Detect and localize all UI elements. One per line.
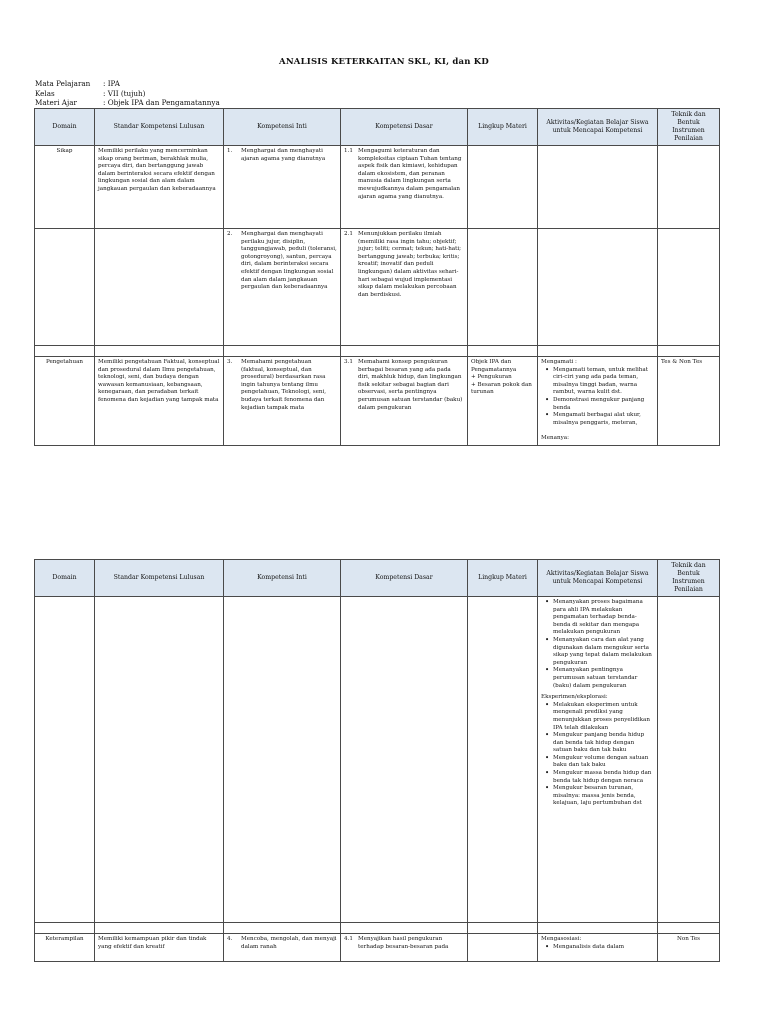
meta-value: : VII (tujuh) bbox=[103, 88, 146, 98]
cell-skl: Memiliki perilaku yang mencerminkan sikap orang beriman, berakhlak mulia, percaya diri, dan bertanggung jawab dalam berinteraksi secara efektif dengan lingkungan sosial dan alam dalam jangkauan pergaulan dan keberadaannya bbox=[95, 146, 224, 229]
cell-ki bbox=[224, 597, 341, 923]
cell-lingkup bbox=[468, 934, 538, 962]
analysis-table-2 bbox=[34, 559, 720, 962]
header-lingkup: Lingkup Materi bbox=[468, 109, 538, 146]
header-lingkup: Lingkup Materi bbox=[468, 560, 538, 597]
spacer-cell bbox=[224, 346, 341, 357]
spacer-cell bbox=[538, 346, 658, 357]
cell-ki bbox=[224, 229, 341, 346]
cell-teknik bbox=[658, 229, 720, 346]
meta-value: : Objek IPA dan Pengamatannya bbox=[103, 98, 220, 107]
table-header-row bbox=[35, 109, 720, 146]
header-aktivitas: Aktivitas/Kegiatan Belajar Siswa untuk Mencapai Kompetensi bbox=[538, 560, 658, 597]
header-teknik: Teknik dan Bentuk Instrumen Penilaian bbox=[658, 109, 720, 146]
cell-skl bbox=[95, 597, 224, 923]
meta-material bbox=[35, 98, 220, 108]
list-item: • Menanyakan cara dan alat yang digunakan dalam mengukur serta sikap yang tepat dalam melakukan pengukuran bbox=[553, 637, 654, 667]
meta-class bbox=[35, 89, 220, 99]
cell-ki bbox=[224, 357, 341, 446]
gap bbox=[541, 427, 654, 435]
document-meta bbox=[35, 79, 220, 108]
eksperimen-label: Eksperimen/eksplorasi: bbox=[541, 694, 608, 701]
list-item: • Mengukur massa benda hidup dan benda tak hidup dengan neraca bbox=[553, 770, 654, 785]
menanya-label: Menanya: bbox=[541, 435, 569, 442]
cell-aktivitas bbox=[538, 146, 658, 229]
meta-subject bbox=[35, 79, 220, 89]
list-item: • Melakukan eksperimen untuk mengenali prediksi yang menunjukkan proses penyelidikan IPA telah dilakukan bbox=[553, 702, 654, 732]
cell-kd bbox=[341, 357, 468, 446]
lingkup-text: Besaran pokok dan turunan bbox=[471, 381, 532, 396]
cell-teknik bbox=[658, 146, 720, 229]
header-domain: Domain bbox=[35, 109, 95, 146]
page-title: ANALISIS KETERKAITAN SKL, KI, dan KD bbox=[279, 57, 489, 67]
spacer-cell bbox=[538, 923, 658, 934]
header-skl: Standar Kompetensi Lulusan bbox=[95, 109, 224, 146]
spacer-cell bbox=[341, 923, 468, 934]
cell-teknik bbox=[658, 597, 720, 923]
list-item: • Mengukur panjang benda hidup dan benda tak hidup dengan satuan baku dan tak baku bbox=[553, 732, 654, 755]
header-kd: Kompetensi Dasar bbox=[341, 109, 468, 146]
cell-teknik: Tes & Non Tes bbox=[658, 357, 720, 446]
kd-number: 4.1 bbox=[344, 936, 353, 942]
meta-label: Mata Pelajaran bbox=[35, 79, 91, 88]
cell-kd bbox=[341, 934, 468, 962]
kd-text: Memahami konsep pengukuran berbagai besaran yang ada pada diri, makhluk hidup, dan lingkungan fisik sekitar sebagai bagian dari observasi, serta pentingnya perumusan satuan terstandar (baku) dalam pengukuran bbox=[358, 359, 463, 411]
list-item: • Mengukur besaran turunan, misalnya: massa jenis benda, kelajuan, laju pertumbuhan dst bbox=[553, 785, 654, 808]
mengamati-label: Mengamati : bbox=[541, 359, 577, 365]
spacer-cell bbox=[95, 346, 224, 357]
kd-number: 2.1 bbox=[344, 231, 353, 237]
spacer-cell bbox=[95, 923, 224, 934]
spacer-cell bbox=[35, 923, 95, 934]
lingkup-item: + Pengukuran bbox=[471, 374, 512, 381]
kd-number: 3.1 bbox=[344, 359, 353, 365]
spacer-row bbox=[35, 923, 720, 934]
cell-kd bbox=[341, 597, 468, 923]
lingkup-item: Objek IPA dan Pengamatannya bbox=[471, 359, 517, 373]
spacer-cell bbox=[35, 346, 95, 357]
mengasosiasi-label: Mengasosiasi: bbox=[541, 936, 582, 942]
mengasosiasi-list bbox=[541, 944, 654, 952]
cell-lingkup bbox=[468, 597, 538, 923]
cell-ki bbox=[224, 146, 341, 229]
cell-aktivitas bbox=[538, 357, 658, 446]
kd-number: 1.1 bbox=[344, 148, 353, 154]
lingkup-text: Pengukuran bbox=[477, 374, 512, 381]
cell-skl: Memiliki pengetahuan Faktual, konseptual dan prosedural dalam Ilmu pengetahuan, teknologi, seni, dan budaya dengan wawasan kemanusiaan, kebangsaan, kenegaraan, dan peradaban terkait fenomena dan kejadian yang tampak mata bbox=[95, 357, 224, 446]
header-skl: Standar Kompetensi Lulusan bbox=[95, 560, 224, 597]
cell-domain bbox=[35, 597, 95, 923]
ki-text: Menghargai dan menghayati perilaku jujur, disiplin, tanggungjawab, peduli (toleransi, gotongroyong), santun, percaya diri, dalam berinteraksi secara efektif dengan lingkungan sosial dan alam dalam jangkauan pergaulan dan keberadaannya bbox=[241, 231, 337, 291]
spacer-cell bbox=[224, 923, 341, 934]
cell-kd bbox=[341, 229, 468, 346]
table-row-sikap-2 bbox=[35, 229, 720, 346]
spacer-cell bbox=[468, 923, 538, 934]
table-row-pengetahuan bbox=[35, 357, 720, 446]
header-aktivitas: Aktivitas/Kegiatan Belajar Siswa untuk Mencapai Kompetensi bbox=[538, 109, 658, 146]
ki-text: Memahami pengetahuan (faktual, konseptual, dan prosedural) berdasarkan rasa ingin tahunya tentang ilmu pengetahuan, Teknologi, seni, budaya terkait fenomena dan kejadian tampak mata bbox=[241, 359, 327, 411]
header-teknik: Teknik dan Bentuk Instrumen Penilaian bbox=[658, 560, 720, 597]
table-header-row bbox=[35, 560, 720, 597]
cell-skl bbox=[95, 229, 224, 346]
analysis-table-1 bbox=[34, 108, 720, 446]
cell-teknik: Non Tes bbox=[658, 934, 720, 962]
cell-domain bbox=[35, 229, 95, 346]
table-row-sikap-1 bbox=[35, 146, 720, 229]
cell-domain: Keterampilan bbox=[35, 934, 95, 962]
meta-label: Kelas bbox=[35, 88, 55, 98]
mengamati-list bbox=[541, 367, 654, 428]
cell-aktivitas bbox=[538, 229, 658, 346]
ki-number: 3. bbox=[227, 359, 233, 365]
kd-text: Menunjukkan perilaku ilmiah (memiliki rasa ingin tahu; objektif; jujur; teliti; cermat; tekun; hati-hati; bertanggung jawab; terbuka; kritis; kreatif; inovatif dan peduli lingkungan) dalam aktivitas sehari-hari sebagai wujud implementasi sikap dalam melakukan percobaan dan berdiskusi. bbox=[358, 231, 462, 298]
ki-number: 2. bbox=[227, 231, 233, 237]
list-item: • Demonstrasi mengukur panjang benda bbox=[553, 397, 654, 412]
cell-domain: Sikap bbox=[35, 146, 95, 229]
list-item: • Mengamati berbagai alat ukur, misalnya penggaris, meteran, bbox=[553, 412, 654, 427]
meta-value: : IPA bbox=[103, 79, 120, 88]
kd-text: Mengagumi keteraturan dan kompleksitas ciptaan Tuhan tentang aspek fisik dan kimiawi, kehidupan dalam ekosistem, dan peranan manusia dalam lingkungan serta mewujudkannya dalam pengamalan ajaran agama yang dianutnya. bbox=[358, 148, 462, 200]
table-row-keterampilan bbox=[35, 934, 720, 962]
spacer-row bbox=[35, 346, 720, 357]
menanya-list bbox=[541, 599, 654, 690]
cell-lingkup bbox=[468, 357, 538, 446]
eksperimen-list bbox=[541, 702, 654, 808]
spacer-cell bbox=[658, 346, 720, 357]
ki-number: 4. bbox=[227, 936, 233, 942]
cell-kd bbox=[341, 146, 468, 229]
list-item: • Menanyakan pentingnya perumusan satuan terstandar (baku) dalam pengukuran bbox=[553, 667, 654, 690]
cell-skl: Memiliki kemampuan pikir dan tindak yang efektif dan kreatif bbox=[95, 934, 224, 962]
cell-ki bbox=[224, 934, 341, 962]
header-domain: Domain bbox=[35, 560, 95, 597]
cell-domain: Pengetahuan bbox=[35, 357, 95, 446]
meta-label: Materi Ajar bbox=[35, 98, 77, 107]
header-kd: Kompetensi Dasar bbox=[341, 560, 468, 597]
list-item: • Menganalisis data dalam bbox=[553, 944, 654, 952]
ki-number: 1. bbox=[227, 148, 233, 154]
lingkup-item: + Besaran pokok dan turunan bbox=[471, 381, 532, 396]
ki-text: Mencoba, mengolah, dan menyaji dalam ranah bbox=[241, 936, 337, 950]
cell-aktivitas bbox=[538, 597, 658, 923]
spacer-cell bbox=[468, 346, 538, 357]
spacer-cell bbox=[658, 923, 720, 934]
list-item: • Menanyakan proses bagaimana para ahli IPA melakukan pengamatan terhadap benda-benda di sekitar dan mengapa melakukan pengukuran bbox=[553, 599, 654, 637]
header-ki: Kompetensi Inti bbox=[224, 560, 341, 597]
header-ki: Kompetensi Inti bbox=[224, 109, 341, 146]
spacer-cell bbox=[341, 346, 468, 357]
cell-aktivitas bbox=[538, 934, 658, 962]
cell-lingkup bbox=[468, 229, 538, 346]
list-item: • Mengukur volume dengan satuan baku dan tak baku bbox=[553, 755, 654, 770]
list-item: • Mengamati teman, untuk melihat ciri-ciri yang ada pada teman, misalnya tinggi badan, warna rambut, warna kulit dst. bbox=[553, 367, 654, 397]
kd-text: Menyajikan hasil pengukuran terhadap besaran-besaran pada bbox=[358, 936, 449, 950]
ki-text: Menghargai dan menghayati ajaran agama yang dianutnya bbox=[241, 148, 326, 162]
table-row-pengetahuan-cont bbox=[35, 597, 720, 923]
cell-lingkup bbox=[468, 146, 538, 229]
